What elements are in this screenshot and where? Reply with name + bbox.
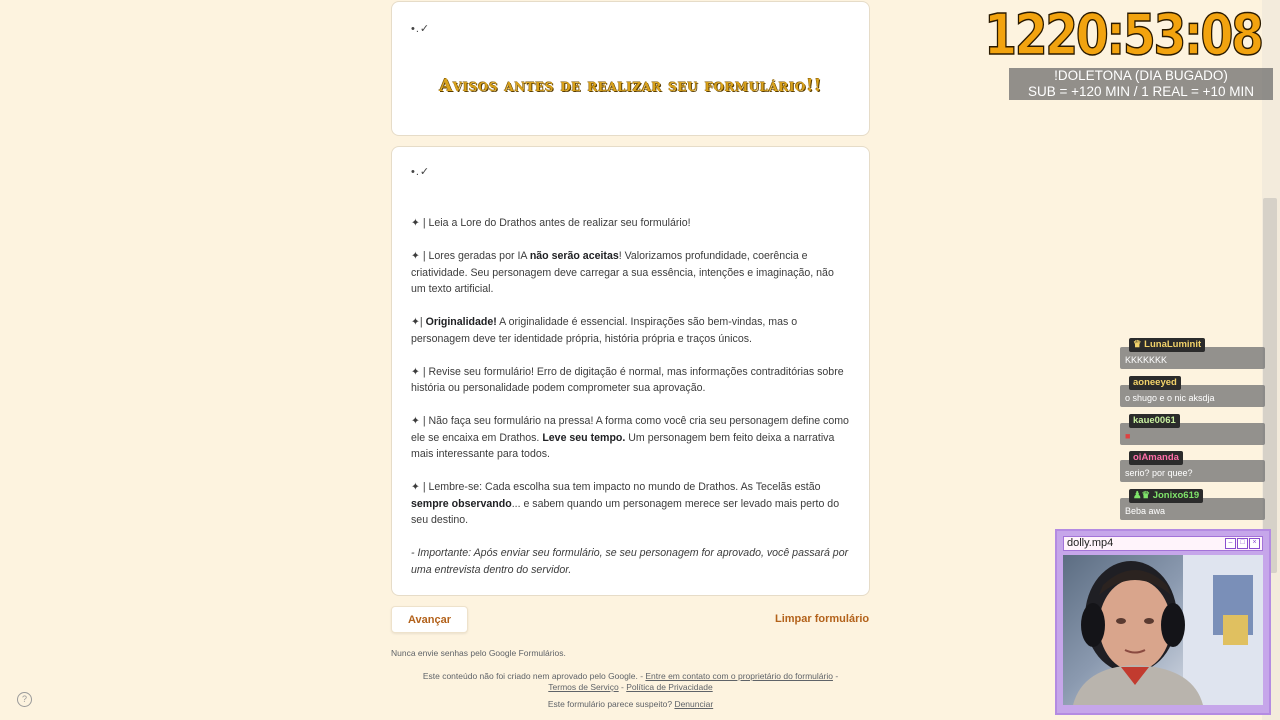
crown-icon: ♛: [1133, 339, 1145, 350]
notice-ai: ✦ | Lores geradas por IA não serão aceitas! Valorizamos profundidade, coerência e criatividade. Seu personagem deve carregar a sua essência, intenções e imaginação, não um texto artificial.: [411, 250, 834, 295]
chat-message-text: KKKKKKK: [1120, 347, 1265, 369]
window-controls: [1225, 538, 1260, 549]
stream-info-banner: [1009, 68, 1273, 100]
password-warning: Nunca envie senhas pelo Google Formulários.: [391, 648, 566, 658]
next-button[interactable]: Avançar: [391, 606, 468, 633]
chat-message-text: o shugo e o nic aksdja: [1120, 385, 1265, 407]
webcam-window-title: dolly.mp4 – □ ×: [1063, 536, 1263, 551]
form-title: Avisos antes de realizar seu formulário!!: [439, 76, 822, 96]
notice-originality: ✦| Originalidade! A originalidade é essencial. Inspirações são bem-vindas, mas o personagem deve ter identidade própria, história própria e traços únicos.: [411, 316, 798, 345]
suspicious-notice: Este formulário parece suspeito? Denunciar: [547, 699, 714, 709]
stream-info-line2: SUB = +120 MIN / 1 REAL = +10 MIN: [1027, 84, 1255, 99]
chat-message-text: Beba awa: [1120, 498, 1265, 520]
clear-form-button[interactable]: Limpar formulário: [775, 613, 870, 625]
notice-review: ✦ | Revise seu formulário! Erro de digitação é normal, mas informações contraditórias sobre história ou personalidade podem comprometer sua aprovação.: [411, 365, 844, 394]
body-decoration: •.✓: [411, 166, 431, 178]
webcam-feed: [1063, 555, 1263, 705]
chat-message-text: serio? por quee?: [1120, 460, 1265, 482]
emote-icon: ■: [1125, 431, 1131, 441]
notice-important: - Importante: Após enviar seu formulário, se seu personagem for aprovado, você passará por uma entrevista dentro do servidor.: [411, 547, 849, 576]
header-decoration: •.✓: [411, 23, 431, 35]
maximize-icon: □: [1237, 538, 1248, 549]
chat-username: ♛ LunaLuminit: [1129, 338, 1205, 352]
privacy-link[interactable]: Política de Privacidade: [626, 682, 713, 692]
webcam-person-image: [1063, 555, 1263, 705]
close-icon: ×: [1249, 538, 1260, 549]
subathon-timer: 1220:53:08: [984, 3, 1262, 68]
stream-info-line1: !DOLETONA (DIA BUGADO): [1054, 68, 1228, 83]
chat-username: kaue0061: [1129, 414, 1180, 428]
form-description: [411, 215, 851, 595]
help-icon[interactable]: ?: [17, 692, 32, 707]
chat-username: ♟♛ Jonixo619: [1129, 489, 1203, 503]
form-header-card: [391, 1, 870, 136]
form-description-card: [391, 146, 870, 596]
google-disclaimer: Este conteúdo não foi criado nem aprovado pelo Google. - Entre em contato com o proprietário do formulário - Termos de Serviço - Política de Privacidade: [422, 671, 839, 692]
chat-username: aoneeyed: [1129, 376, 1181, 390]
chat-username: oiAmanda: [1129, 451, 1183, 465]
notice-no-rush: ✦ | Não faça seu formulário na pressa! A forma como você cria seu personagem define como ele se encaixa em Drathos. Leve seu tempo. Um personagem bem feito deixa a narrativa mais interessante para todos.: [411, 415, 849, 460]
report-link[interactable]: Denunciar: [674, 699, 714, 709]
badge-icon: ♟♛: [1133, 490, 1153, 501]
scrollbar-thumb[interactable]: [1263, 198, 1277, 573]
notice-remember: ✦ | Lembre-se: Cada escolha sua tem impacto no mundo de Drathos. As Tecelãs estão sempre observando... e sabem quando um personagem merece ser levado mais perto do seu destino.: [411, 481, 840, 526]
notice-lore: ✦ | Leia a Lore do Drathos antes de realizar seu formulário!: [411, 217, 691, 229]
contact-owner-link[interactable]: Entre em contato com o proprietário do formulário: [645, 671, 833, 681]
webcam-window: [1055, 529, 1271, 715]
terms-link[interactable]: Termos de Serviço: [548, 682, 619, 692]
minimize-icon: –: [1225, 538, 1236, 549]
